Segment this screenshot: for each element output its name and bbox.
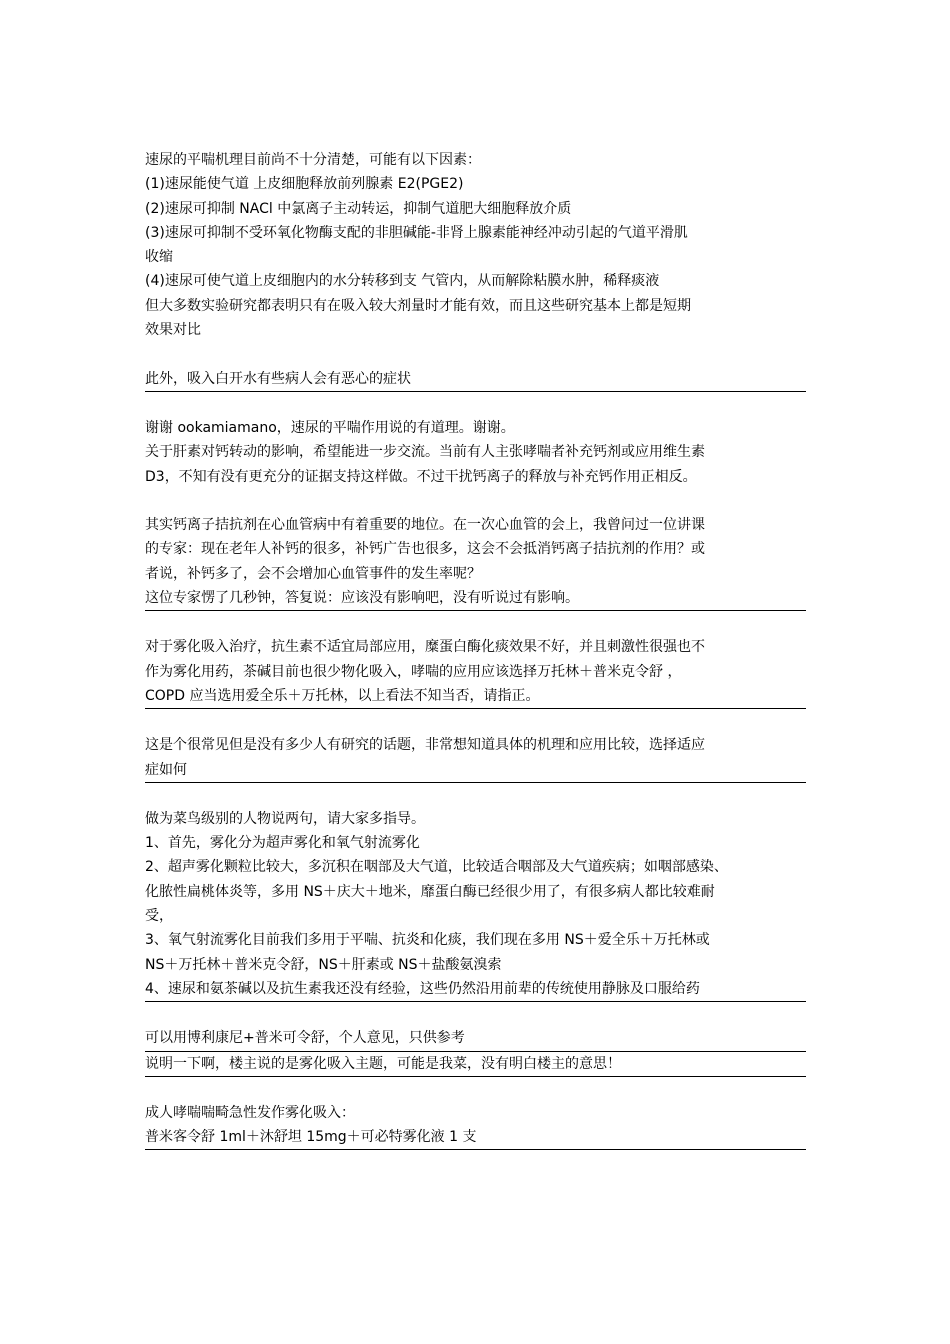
forum-post-4 bbox=[145, 733, 806, 783]
post-text-line: 的专家：现在老年人补钙的很多，补钙广告也很多，这会不会抵消钙离子拮抗剂的作用？或 bbox=[145, 541, 705, 558]
post-text-line: 但大多数实验研究都表明只有在吸入较大剂量时才能有效，而且这些研究基本上都是短期 bbox=[145, 297, 691, 314]
post-text-line: D3，不知有没有更充分的证据支持这样做。不过干扰钙离子的释放与补充钙作用正相反。 bbox=[145, 468, 697, 485]
post-text-line: 受， bbox=[145, 908, 173, 925]
post-text-line: 可以用博利康尼+普米可令舒，个人意见，只供参考 bbox=[145, 1030, 465, 1047]
post-separator-gap bbox=[145, 392, 806, 416]
post-text-line: 做为菜鸟级别的人物说两句，请大家多指导。 bbox=[145, 810, 425, 827]
post-text-line: (2)速尿可抑制 NACl 中氯离子主动转运，抑制气道肥大细胞释放介质 bbox=[145, 200, 572, 217]
forum-post-6 bbox=[145, 1026, 806, 1051]
post-text-line: 收缩 bbox=[145, 249, 173, 266]
post-text-line: 成人哮喘喘畸急性发作雾化吸入： bbox=[145, 1104, 355, 1121]
post-separator-gap bbox=[145, 783, 806, 807]
post-text-line: 关于肝素对钙转动的影响，希望能进一步交流。当前有人主张哮喘者补充钙剂或应用维生素 bbox=[145, 444, 705, 461]
post-text-line: (3)速尿可抑制不受环氧化物酶支配的非胆碱能-非肾上腺素能神经冲动引起的气道平滑肌 bbox=[145, 224, 688, 241]
post-text-line: 作为雾化用药，茶碱目前也很少物化吸入，哮喘的应用应该选择万托林＋普米克令舒 ， bbox=[145, 663, 682, 680]
post-text-line: 说明一下啊，楼主说的是雾化吸入主题，可能是我菜，没有明白楼主的意思！ bbox=[145, 1055, 621, 1072]
post-separator-gap bbox=[145, 1002, 806, 1026]
post-text-line: 对于雾化吸入治疗，抗生素不适宜局部应用，糜蛋白酶化痰效果不好，并且刺激性很强也不 bbox=[145, 639, 705, 656]
forum-post-2 bbox=[145, 416, 806, 611]
forum-post-8 bbox=[145, 1101, 806, 1151]
forum-post-1 bbox=[145, 148, 806, 392]
post-text-line: 2、超声雾化颗粒比较大，多沉积在咽部及大气道，比较适合咽部及大气道疾病；如咽部感染、 bbox=[145, 859, 728, 876]
post-text-line: 症如何 bbox=[145, 761, 187, 778]
post-text-line: NS＋万托林＋普米克令舒，NS＋肝素或 NS＋盐酸氨溴索 bbox=[145, 956, 502, 973]
post-text-line: 3、氧气射流雾化目前我们多用于平喘、抗炎和化痰，我们现在多用 NS＋爱全乐＋万托林或 bbox=[145, 932, 710, 949]
post-text-line: 普米客令舒 1ml＋沐舒坦 15mg＋可必特雾化液 1 支 bbox=[145, 1129, 477, 1146]
post-text-line: 4、速尿和氨茶碱以及抗生素我还没有经验，这些仍然沿用前辈的传统使用静脉及口服给药 bbox=[145, 980, 700, 997]
post-separator-gap bbox=[145, 611, 806, 635]
post-text-line: 化脓性扁桃体炎等，多用 NS＋庆大＋地米，靡蛋白酶已经很少用了，有很多病人都比较难耐 bbox=[145, 883, 715, 900]
post-text-line bbox=[145, 489, 806, 513]
post-text-line: 效果对比 bbox=[145, 322, 201, 339]
post-text-line: COPD 应当选用爱全乐＋万托林，以上看法不知当否，请指正。 bbox=[145, 687, 540, 704]
forum-thread bbox=[145, 148, 806, 1150]
post-text-line: 1、首先，雾化分为超声雾化和氧气射流雾化 bbox=[145, 835, 420, 852]
post-text-line bbox=[145, 342, 806, 366]
forum-post-3 bbox=[145, 635, 806, 709]
post-text-line: 速尿的平喘机理目前尚不十分清楚，可能有以下因素： bbox=[145, 152, 481, 168]
post-text-line: 者说，补钙多了，会不会增加心血管事件的发生率呢？ bbox=[145, 565, 481, 582]
post-text-line: (4)速尿可使气道上皮细胞内的水分转移到支 气管内，从而解除粘膜水肿，稀释痰液 bbox=[145, 273, 660, 290]
post-text-line: (1)速尿能使气道 上皮细胞释放前列腺素 E2(PGE2) bbox=[145, 176, 464, 193]
forum-post-5 bbox=[145, 807, 806, 1002]
post-text-line: 谢谢 ookamiamano，速尿的平喘作用说的有道理。谢谢。 bbox=[145, 419, 515, 436]
post-separator-gap bbox=[145, 709, 806, 733]
post-text-line: 这是个很常见但是没有多少人有研究的话题，非常想知道具体的机理和应用比较，选择适应 bbox=[145, 737, 705, 754]
post-text-line: 其实钙离子拮抗剂在心血管病中有着重要的地位。在一次心血管的会上，我曾问过一位讲课 bbox=[145, 517, 705, 534]
post-separator-gap bbox=[145, 1077, 806, 1101]
post-text-line: 这位专家愣了几秒钟，答复说：应该没有影响吧，没有听说过有影响。 bbox=[145, 590, 579, 607]
forum-post-7 bbox=[145, 1052, 806, 1077]
post-text-line: 此外，吸入白开水有些病人会有恶心的症状 bbox=[145, 370, 411, 387]
